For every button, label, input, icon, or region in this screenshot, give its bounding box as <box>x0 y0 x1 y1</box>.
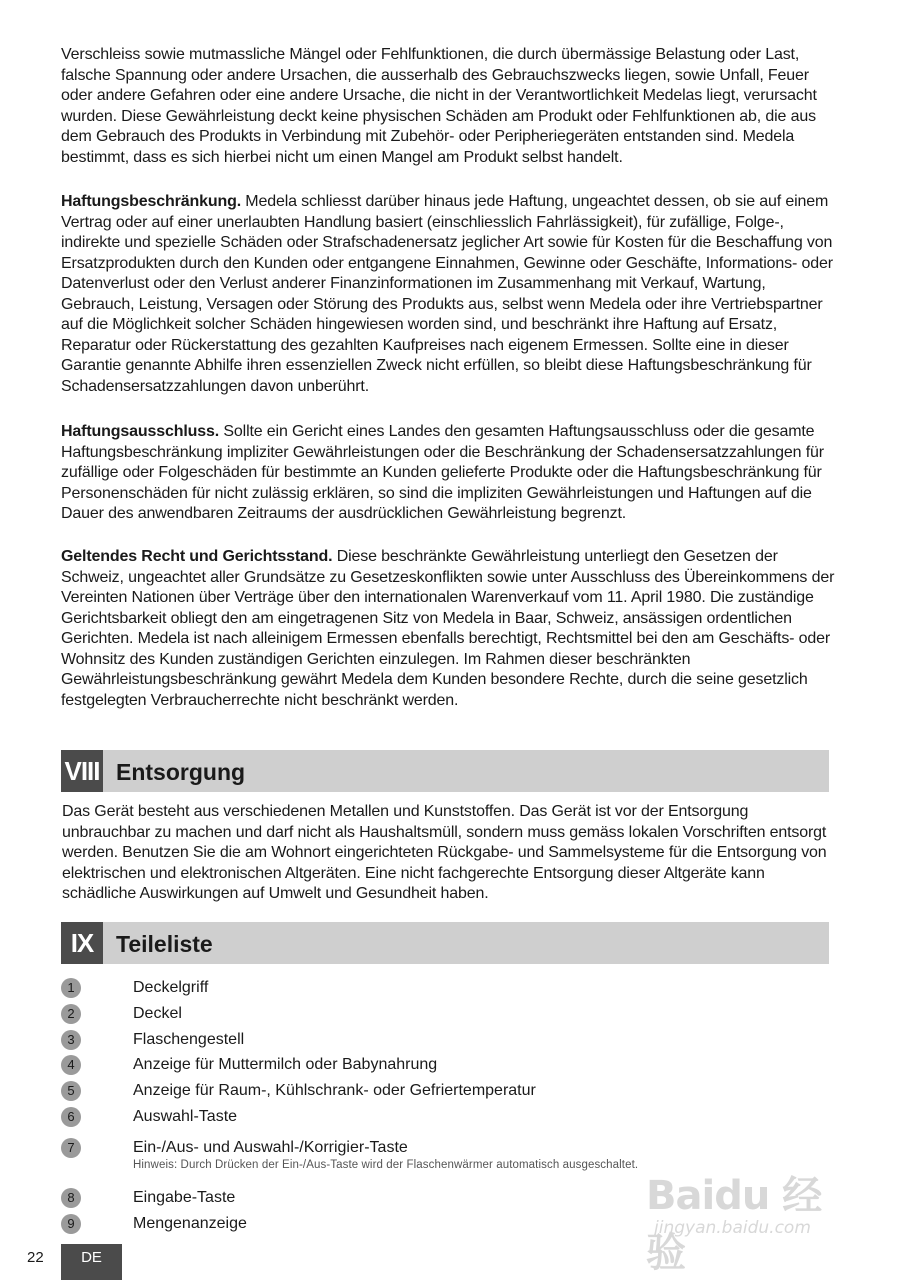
haftung-paragraph <box>61 192 836 397</box>
entsorgung-text: Das Gerät besteht aus verschiedenen Metallen und Kunststoffen. Das Gerät ist vor der Entsorgung unbrauchbar zu machen und darf nicht als Haushaltsmüll, sondern muss gemäss lokalen Vorschriften entsorgt werden. Benutzen Sie die am Wohnort eingerichteten Rückgabe- und Sammelsysteme für die Entsorgung von elektrischen und elektronischen Altgeräten. Eine nicht fachgerechte Entsorgung dieser Altgeräte kann schädliche Auswirkungen auf Umwelt und Gesundheit haben. <box>62 803 827 902</box>
section-title: Teileliste <box>116 931 213 957</box>
part-number-badge: 4 <box>61 1055 81 1075</box>
part-number-badge: 3 <box>61 1030 81 1050</box>
recht-paragraph <box>61 547 836 711</box>
page-number: 22 <box>27 1249 44 1266</box>
ausschluss-title: Haftungsausschluss. <box>61 423 220 440</box>
part-number-badge: 2 <box>61 1004 81 1024</box>
part-label: Anzeige für Muttermilch oder Babynahrung <box>133 1056 438 1073</box>
part-label: Mengenanzeige <box>133 1215 247 1232</box>
entsorgung-paragraph <box>62 802 836 905</box>
section-number: IX <box>61 922 103 964</box>
section-header-entsorgung <box>61 750 829 792</box>
baidu-watermark <box>640 1160 850 1275</box>
section-number: VIII <box>61 750 103 792</box>
watermark-logo: Baidu 经验 <box>646 1173 822 1276</box>
part-label: Flaschengestell <box>133 1031 245 1048</box>
part-number-badge: 1 <box>61 978 81 998</box>
language-badge: DE <box>61 1244 122 1280</box>
part-label: Eingabe-Taste <box>133 1189 236 1206</box>
part-label: Deckelgriff <box>133 979 209 996</box>
recht-title: Geltendes Recht und Gerichtsstand. <box>61 548 333 565</box>
intro-text: Verschleiss sowie mutmassliche Mängel oder Fehlfunktionen, die durch übermässige Belastung oder Last, falsche Spannung oder andere Ursachen, die ausserhalb des Gebrauchszwecks liegen, sowie Unfall, Feuer oder andere Gefahren oder eine andere Ursache, die nicht in der Verantwortlichkeit Medelas liegt, verursacht wurden. Diese Gewährleistung deckt keine physischen Schäden am Produkt oder Fehlfunktionen ab, die aus dem Gebrauch des Produkts in Verbindung mit Zubehör- oder Peripheriegeräten entstanden sind. Medela bestimmt, dass es sich hierbei nicht um einen Mangel am Produkt selbst handelt. <box>61 46 817 166</box>
part-note: Hinweis: Durch Drücken der Ein-/Aus-Taste wird der Flaschenwärmer automatisch ausgeschaltet. <box>133 1159 639 1171</box>
part-number-badge: 8 <box>61 1188 81 1208</box>
part-number-badge: 9 <box>61 1214 81 1234</box>
recht-text: Diese beschränkte Gewährleistung unterliegt den Gesetzen der Schweiz, ungeachtet aller Grundsätze zu Gesetzeskonflikten sowie unter Ausschluss des Übereinkommens der Vereinten Nationen über Verträge über den internationalen Warenverkauf vom 11. April 1980. Die zuständige Gerichtsbarkeit obliegt den am eingetragenen Sitz von Medela in Baar, Schweiz, ansässigen ordentlichen Gerichten. Medela ist nach alleinigem Ermessen ebenfalls berechtigt, Rechtsmittel bei den am Geschäfts- oder Wohnsitz des Kunden zuständigen Gerichten einzulegen. Im Rahmen dieser beschränkten Gewährleistungsbeschränkung gewährt Medela dem Kunden besondere Rechte, durch die seine gesetzlich festgelegten Verbraucherrechte nicht beschränkt werden. <box>61 548 835 709</box>
intro-paragraph <box>61 45 836 168</box>
watermark-url: jingyan.baidu.com <box>654 1218 811 1238</box>
section-header-teileliste <box>61 922 829 964</box>
part-label: Anzeige für Raum-, Kühlschrank- oder Gefriertemperatur <box>133 1082 536 1099</box>
part-number-badge: 5 <box>61 1081 81 1101</box>
part-number-badge: 7 <box>61 1138 81 1158</box>
part-label: Deckel <box>133 1005 182 1022</box>
part-label: Ein-/Aus- und Auswahl-/Korrigier-Taste <box>133 1139 408 1156</box>
ausschluss-text: Sollte ein Gericht eines Landes den gesamten Haftungsausschluss oder die gesamte Haftungsbeschränkung impliziter Gewährleistungen oder die Beschränkung der Schadensersatzzahlungen für zufällige oder Folgeschäden für bestimmte an Kunden gelieferte Produkte oder die Haftungsbeschränkung für Personenschäden für nicht zulässig erklären, so sind die impliziten Gewährleistungen und Haftungen auf die Dauer des anwendbaren Zeitraums der ausdrücklichen Gewährleistung begrenzt. <box>61 423 824 522</box>
ausschluss-paragraph <box>61 422 836 525</box>
haftung-title: Haftungsbeschränkung. <box>61 193 241 210</box>
section-title: Entsorgung <box>116 759 246 785</box>
part-label: Auswahl-Taste <box>133 1108 238 1125</box>
part-number-badge: 6 <box>61 1107 81 1127</box>
haftung-text: Medela schliesst darüber hinaus jede Haftung, ungeachtet dessen, ob sie auf einem Vertrag oder auf einer unerlaubten Handlung basiert (einschliesslich Fahrlässigkeit), für zufällige, Folge-, indirekte und spezielle Schäden oder Strafschadenersatz jeglicher Art sowie für Kosten für die Beschaffung von Ersatzprodukten durch den Kunden oder entgangene Einnahmen, Gewinne oder Geschäfte, Informations- oder Datenverlust oder den Verlust anderer Finanzinformationen im Zusammenhang mit Verkauf, Wartung, Gebrauch, Leistung, Versagen oder Störung des Produkts aus, selbst wenn Medela oder ihre Vertriebspartner auf die Möglichkeit solcher Schäden hingewiesen worden sind, und beschränkt ihre Haftung auf Ersatz, Reparatur oder Rückerstattung des gezahlten Kaufpreises nach eigenem Ermessen. Sollte eine in dieser Garantie genannte Abhilfe ihren essenziellen Zweck nicht erfüllen, so bleibt diese Haftungsbeschränkung für Schadensersatzzahlungen davon unberührt. <box>61 193 833 395</box>
